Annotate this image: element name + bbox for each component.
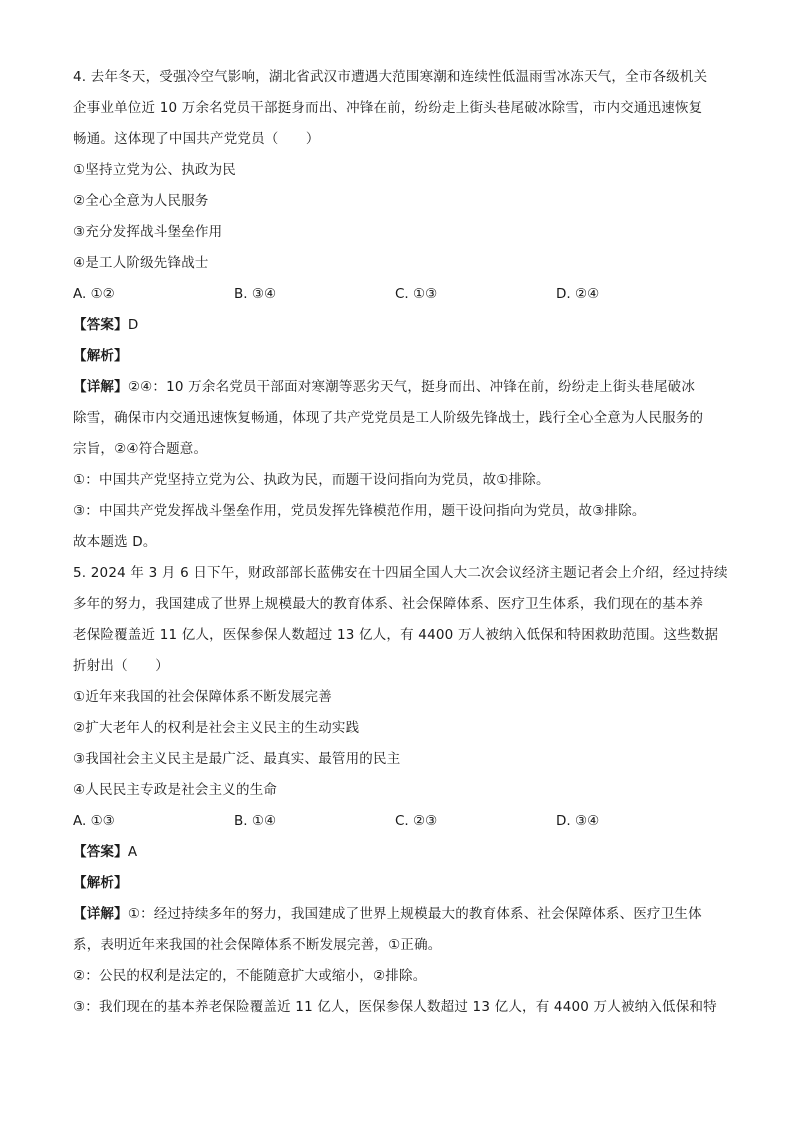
question-stem-line: 5. 2024 年 3 月 6 日下午，财政部部长蓝佛安在十四届全国人大二次会议经济主题记者会上介绍，经过持续 <box>73 565 728 581</box>
answer-line <box>73 310 723 341</box>
detail-text: ①：经过持续多年的努力，我国建成了世界上规模最大的教育体系、社会保障体系、医疗卫生体 <box>127 906 702 922</box>
statement-item: ④人民民主专政是社会主义的生命 <box>73 782 278 798</box>
document-page <box>73 62 728 1023</box>
question-5 <box>73 558 728 1023</box>
question-stem-line: 4. 去年冬天，受强冷空气影响，湖北省武汉市遭遇大范围寒潮和连续性低温雨雪冰冻天气，全市各级机关 <box>73 69 708 85</box>
detail-line: 系，表明近年来我国的社会保障体系不断发展完善，①正确。 <box>73 937 442 953</box>
explanation-note: ③：我们现在的基本养老保险覆盖近 11 亿人，医保参保人数超过 13 亿人，有 4400 万人被纳入低保和特 <box>73 999 717 1015</box>
analysis-label: 【解析】 <box>73 348 128 364</box>
statement-item: ②扩大老年人的权利是社会主义民主的生动实践 <box>73 720 360 736</box>
answer-label: 【答案】 <box>73 317 128 333</box>
statement-item: ③充分发挥战斗堡垒作用 <box>73 224 223 240</box>
detail-line: 宗旨，②④符合题意。 <box>73 441 208 457</box>
detail-line <box>73 372 723 403</box>
option-c: C. ②③ <box>395 813 438 829</box>
detail-label: 【详解】 <box>73 379 128 395</box>
explanation-note: ③：中国共产党发挥战斗堡垒作用，党员发挥先锋模范作用，题干设问指向为党员，故③排除。 <box>73 503 646 519</box>
answer-value: A <box>127 844 138 860</box>
detail-label: 【详解】 <box>73 906 128 922</box>
question-stem-line: 老保险覆盖近 11 亿人，医保参保人数超过 13 亿人，有 4400 万人被纳入低保和特困救助范围。这些数据 <box>73 627 719 643</box>
statement-item: ①近年来我国的社会保障体系不断发展完善 <box>73 689 332 705</box>
explanation-note: ②：公民的权利是法定的，不能随意扩大或缩小，②排除。 <box>73 968 427 984</box>
question-stem-line: 多年的努力，我国建成了世界上规模最大的教育体系、社会保障体系、医疗卫生体系，我们现在的基本养 <box>73 596 704 612</box>
answer-options <box>73 279 723 310</box>
answer-value: D <box>127 317 139 333</box>
statement-item: ①坚持立党为公、执政为民 <box>73 162 237 178</box>
statement-item: ④是工人阶级先锋战士 <box>73 255 209 271</box>
detail-line: 除雪，确保市内交通迅速恢复畅通，体现了共产党党员是工人阶级先锋战士，践行全心全意为人民服务的 <box>73 410 704 426</box>
statement-item: ②全心全意为人民服务 <box>73 193 209 209</box>
question-stem-line: 折射出（ ） <box>73 658 169 674</box>
answer-label: 【答案】 <box>73 844 128 860</box>
answer-line <box>73 837 723 868</box>
option-d: D. ②④ <box>556 286 600 302</box>
statement-item: ③我国社会主义民主是最广泛、最真实、最管用的民主 <box>73 751 401 767</box>
option-c: C. ①③ <box>395 286 438 302</box>
option-d: D. ③④ <box>556 813 600 829</box>
option-b: B. ③④ <box>234 286 277 302</box>
question-stem-line: 畅通。这体现了中国共产党党员（ ） <box>73 131 320 147</box>
option-a: A. ①③ <box>73 813 115 829</box>
question-stem-line: 企事业单位近 10 万余名党员干部挺身而出、冲锋在前，纷纷走上街头巷尾破冰除雪，市内交通迅速恢复 <box>73 100 703 116</box>
explanation-note: ①：中国共产党坚持立党为公、执政为民，而题干设问指向为党员，故①排除。 <box>73 472 550 488</box>
detail-text: ②④：10 万余名党员干部面对寒潮等恶劣天气，挺身而出、冲锋在前，纷纷走上街头巷尾破冰 <box>127 379 696 395</box>
question-4 <box>73 62 723 558</box>
detail-line <box>73 899 723 930</box>
option-a: A. ①② <box>73 286 115 302</box>
analysis-label: 【解析】 <box>73 875 128 891</box>
option-b: B. ①④ <box>234 813 277 829</box>
answer-options <box>73 806 723 837</box>
conclusion: 故本题选 D。 <box>73 534 157 550</box>
